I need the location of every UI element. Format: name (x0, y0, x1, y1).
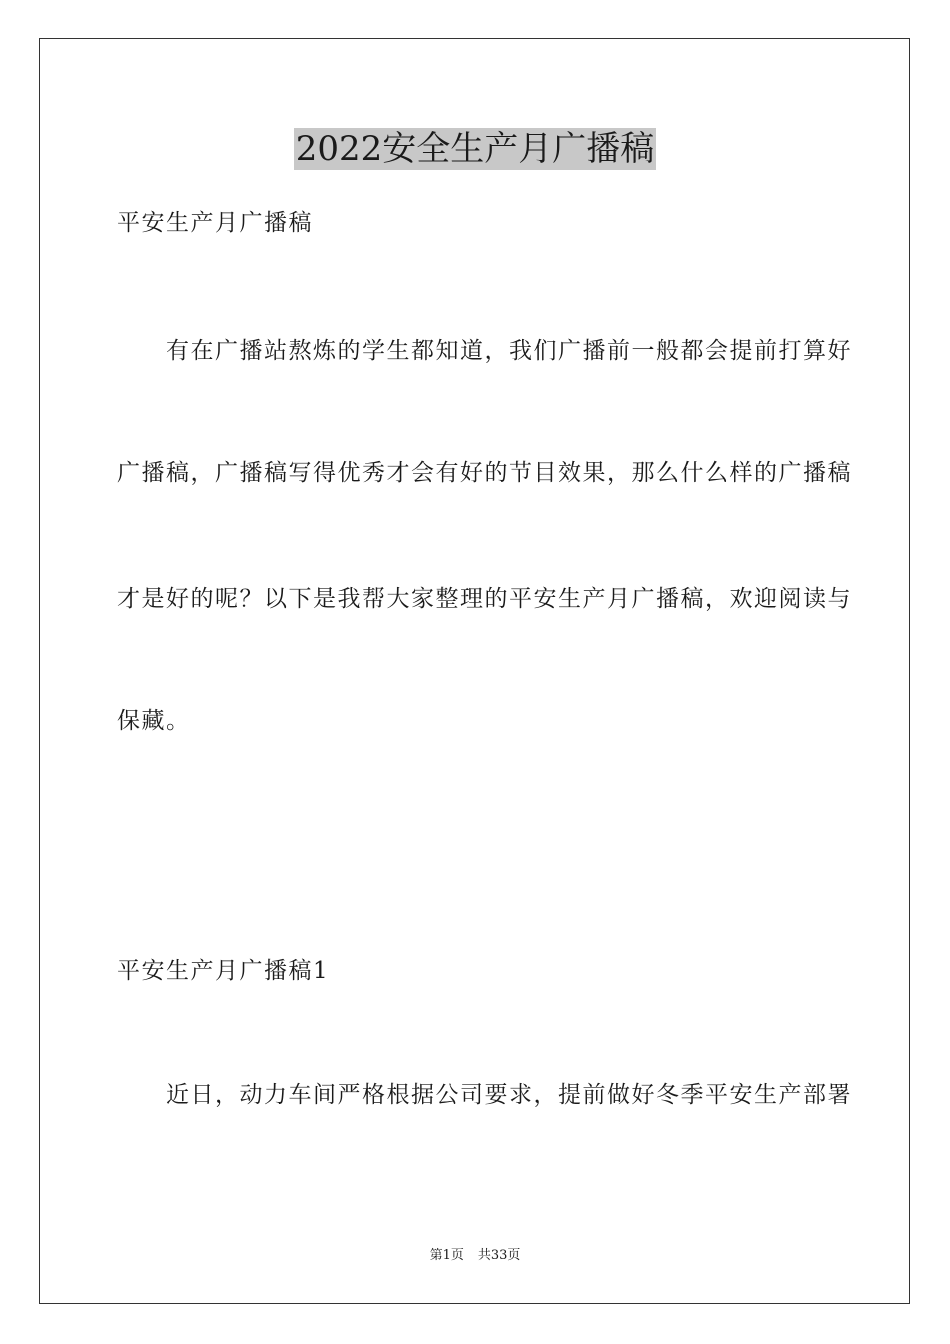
page-footer (0, 1246, 950, 1266)
paragraph-line: 保藏。 (117, 708, 191, 734)
document-title: 2022安全生产月广播稿 (295, 129, 655, 169)
title-container (0, 128, 950, 170)
paragraph-line: 广播稿，广播稿写得优秀才会有好的节目效果，那么什么样的广播稿 (117, 460, 852, 486)
page-total: 共33页 (477, 1248, 521, 1263)
paragraph-line: 有在广播站熬炼的学生都知道，我们广播前一般都会提前打算好 (117, 338, 852, 364)
section-heading: 平安生产月广播稿1 (117, 958, 330, 984)
paragraph-line: 近日，动力车间严格根据公司要求，提前做好冬季平安生产部署 (117, 1082, 852, 1108)
page-number: 第1页 (429, 1248, 464, 1263)
paragraph-line: 才是好的呢？以下是我帮大家整理的平安生产月广播稿，欢迎阅读与 (117, 586, 852, 612)
section-heading: 平安生产月广播稿 (117, 210, 313, 236)
